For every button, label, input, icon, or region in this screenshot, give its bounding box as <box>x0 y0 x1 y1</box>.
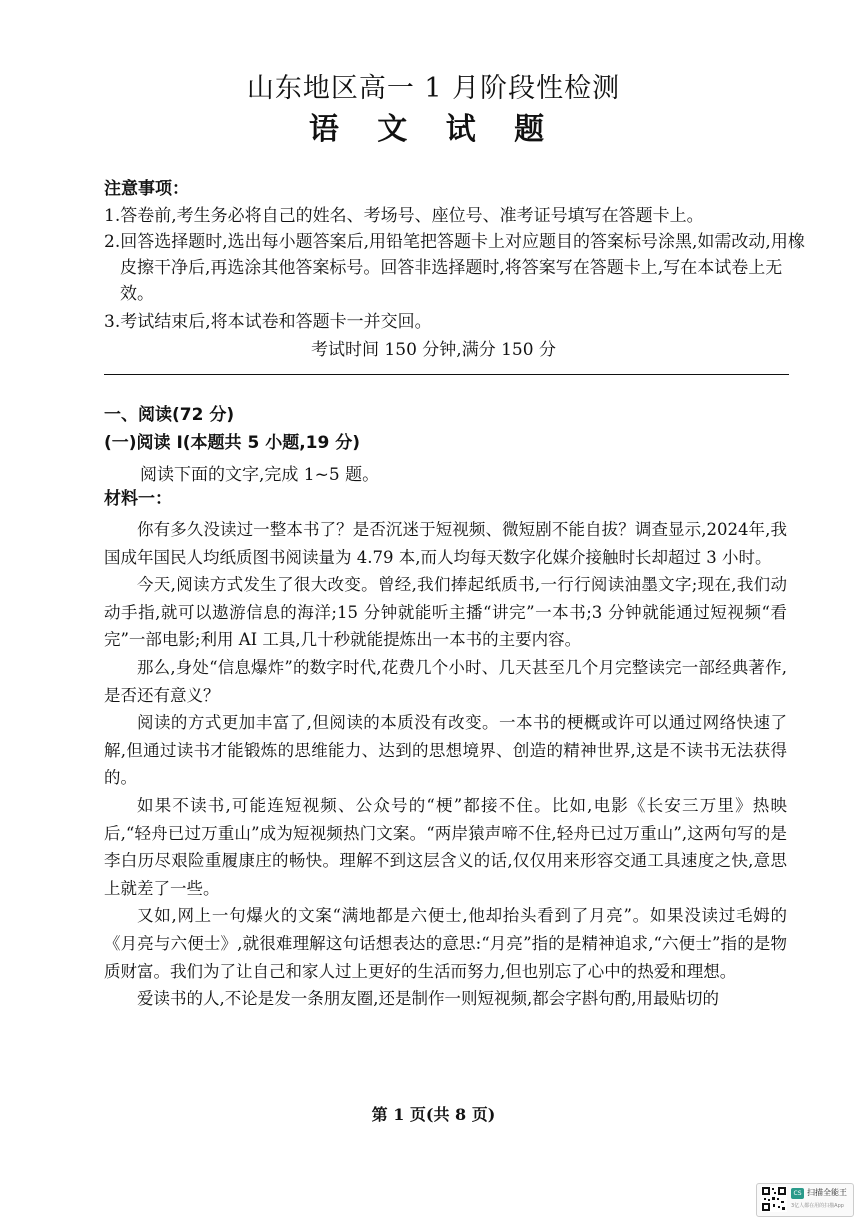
section-subtitle: (一)阅读 I(本题共 5 小题,19 分) <box>104 433 361 453</box>
divider-rule <box>104 374 789 375</box>
subject-title: 语 文 试 题 <box>308 112 559 147</box>
material-label: 材料一： <box>104 489 172 509</box>
paragraph: 爱读书的人,不论是发一条朋友圈,还是制作一则短视频,都会字斟句酌,用最贴切的 <box>137 989 719 1009</box>
paragraph: 阅读的方式更加丰富了,但阅读的本质没有改变。一本书的梗概或许可以通过网络快速了解,但通过读书才能锻炼的思维能力、达到的思想境界、创造的精神世界,这是不读书无法获得的。 <box>104 713 787 788</box>
exam-title: 山东地区高一 1 月阶段性检测 <box>246 73 621 104</box>
paragraph: 你有多久没读过一整本书了？是否沉迷于短视频、微短剧不能自拔？调查显示,2024年,我国成年国民人均纸质图书阅读量为 4.79 本,而人均每天数字化媒介接触时长却超过 3 小时。 <box>104 520 787 567</box>
notice-item-3: 3.考试结束后,将本试卷和答题卡一并交回。 <box>104 312 432 332</box>
exam-time-line: 考试时间 150 分钟,满分 150 分 <box>311 340 556 360</box>
section-title: 一、阅读(72 分) <box>104 405 235 425</box>
paragraph: 如果不读书,可能连短视频、公众号的“梗”都接不住。比如,电影《长安三万里》热映后,“轻舟已过万重山”成为短视频热门文案。“两岸猿声啼不住,轻舟已过万重山”,这两句写的是李白历尽艰险重履康庄的畅快。理解不到这层含义的话,仅仅用来形容交通工具速度之快,意思上就差了一些。 <box>104 795 787 898</box>
paragraph: 那么,身处“信息爆炸”的数字时代,花费几个小时、几天甚至几个月完整读完一部经典著作,是否还有意义？ <box>104 657 787 705</box>
notice-heading: 注意事项： <box>104 179 189 199</box>
paragraph: 又如,网上一句爆火的文案“满地都是六便士,他却抬头看到了月亮”。如果没读过毛姆的《月亮与六便士》,就很难理解这句话想表达的意思:“月亮”指的是精神追求,“六便士”指的是物质财富。我们为了让自己和家人过上更好的生活而努力,但也别忘了心中的热爱和理想。 <box>104 906 787 981</box>
cs-logo-icon: CS <box>791 1188 804 1199</box>
qr-code-icon <box>761 1186 787 1212</box>
article-body <box>104 516 787 1013</box>
page-number: 第 1 页(共 8 页) <box>371 1105 496 1124</box>
paragraph: 今天,阅读方式发生了很大改变。曾经,我们捧起纸质书,一行行阅读油墨文字;现在,我们动动手指,就可以遨游信息的海洋;15 分钟就能听主播“讲完”一本书;3 分钟就能通过短视频“看完”一部电影;利用 AI 工具,几十秒就能提炼出一本书的主要内容。 <box>104 575 787 650</box>
section-instruction: 阅读下面的文字,完成 1~5 题。 <box>140 465 380 485</box>
scanner-tagline: 3亿人都在用的扫描App <box>791 1203 844 1209</box>
scanner-app-name: 扫描全能王 <box>807 1188 847 1197</box>
notice-item-2: 2.回答选择题时,选出每小题答案后,用铅笔把答题卡上对应题目的答案标号涂黑,如需改动,用橡皮擦干净后,再选涂其他答案标号。回答非选择题时,将答案写在答题卡上,写在本试卷上无效。 <box>104 232 805 304</box>
scanner-watermark <box>756 1183 854 1217</box>
notice-item-1: 1.答卷前,考生务必将自己的姓名、考场号、座位号、准考证号填写在答题卡上。 <box>104 206 704 226</box>
